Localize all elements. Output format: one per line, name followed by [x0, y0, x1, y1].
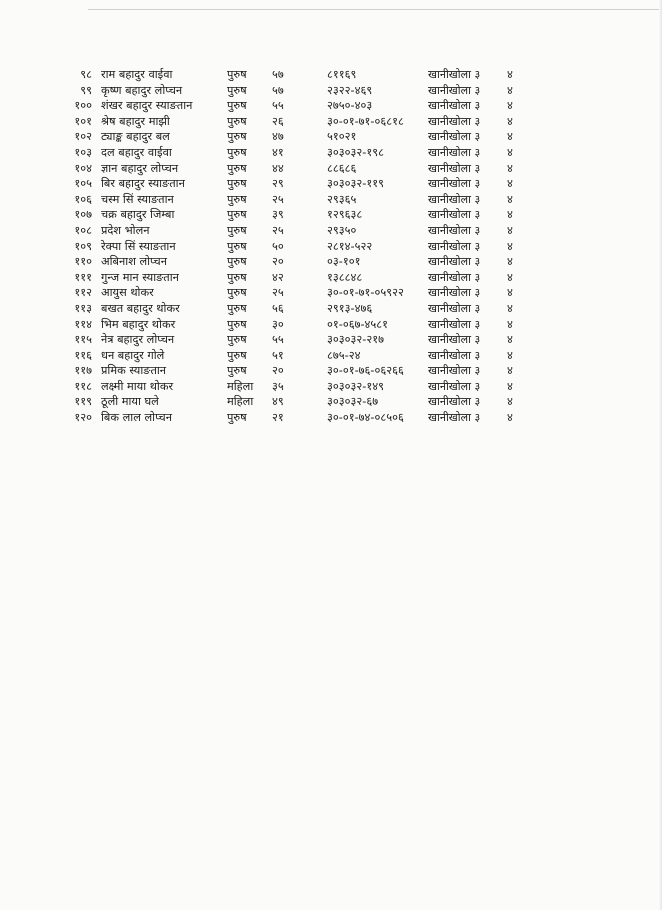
- age-cell: ५५: [272, 99, 284, 113]
- gender-cell: पुरुष: [227, 161, 247, 175]
- address-cell: खानीखोला ३: [428, 364, 481, 378]
- age-cell: ५७: [272, 83, 284, 97]
- serial-number-cell: १०८: [74, 223, 92, 237]
- person-name-cell: रेक्पा सिं स्याङतान: [101, 239, 176, 253]
- age-cell: ५०: [272, 239, 284, 253]
- gender-cell: पुरुष: [227, 145, 247, 159]
- ward-number-cell: ४: [507, 161, 513, 175]
- address-cell: खानीखोला ३: [428, 270, 481, 284]
- age-cell: ३९: [272, 208, 284, 222]
- citizenship-number-cell: ८११६९: [327, 68, 357, 81]
- citizenship-number-cell: ३०-०१-७६-०६२६६: [327, 364, 404, 378]
- age-cell: ४१: [272, 145, 284, 159]
- serial-number-cell: ११५: [74, 333, 92, 347]
- age-cell: ३०: [272, 317, 284, 331]
- serial-number-cell: १२०: [74, 411, 92, 425]
- citizenship-number-cell: ८८६८६: [327, 161, 357, 175]
- serial-number-cell: १०४: [74, 161, 92, 175]
- age-cell: २५: [272, 192, 284, 206]
- serial-number-cell: ९९: [80, 83, 92, 97]
- serial-number-cell: ११६: [74, 348, 92, 362]
- age-cell: २५: [272, 286, 284, 300]
- serial-number-cell: १०२: [74, 130, 92, 144]
- ward-number-cell: ४: [507, 364, 513, 378]
- person-name-cell: लक्ष्मी माया थोकर: [101, 379, 174, 393]
- age-cell: २५: [272, 223, 284, 237]
- age-cell: ३५: [272, 379, 284, 393]
- table-row: [0, 176, 662, 192]
- gender-cell: महिला: [227, 395, 254, 409]
- table-row: [0, 207, 662, 223]
- ward-number-cell: ४: [507, 145, 513, 159]
- table-row: [0, 129, 662, 145]
- gender-cell: पुरुष: [227, 130, 247, 144]
- gender-cell: पुरुष: [227, 333, 247, 347]
- age-cell: २०: [272, 364, 284, 378]
- ward-number-cell: ४: [507, 395, 513, 409]
- citizenship-number-cell: १३८८४८: [327, 270, 363, 284]
- serial-number-cell: १०३: [74, 145, 92, 159]
- serial-number-cell: १०५: [74, 177, 92, 191]
- person-name-cell: चस्म सिं स्याङतान: [101, 192, 174, 206]
- gender-cell: महिला: [227, 379, 254, 393]
- ward-number-cell: ४: [507, 239, 513, 253]
- citizenship-number-cell: २९३६५: [327, 192, 357, 206]
- gender-cell: पुरुष: [227, 364, 247, 378]
- ward-number-cell: ४: [507, 114, 513, 128]
- citizenship-number-cell: ३०३०३२-११९: [327, 177, 384, 191]
- address-cell: खानीखोला ३: [428, 68, 481, 81]
- age-cell: ५६: [272, 301, 284, 315]
- gender-cell: पुरुष: [227, 208, 247, 222]
- ward-number-cell: ४: [507, 208, 513, 222]
- gender-cell: पुरुष: [227, 223, 247, 237]
- table-row: [0, 83, 662, 99]
- serial-number-cell: ११२: [74, 286, 92, 300]
- serial-number-cell: ११७: [74, 364, 92, 378]
- citizenship-number-cell: ३०३०३२-२१७: [327, 333, 384, 347]
- table-row: [0, 67, 662, 83]
- address-cell: खानीखोला ३: [428, 99, 481, 113]
- table-row: [0, 348, 662, 364]
- person-name-cell: गुन्ज मान स्याङतान: [101, 270, 179, 284]
- table-row: [0, 394, 662, 410]
- address-cell: खानीखोला ३: [428, 301, 481, 315]
- ward-number-cell: ४: [507, 255, 513, 269]
- citizenship-number-cell: ०१-०६७-४५८१: [327, 317, 389, 331]
- address-cell: खानीखोला ३: [428, 379, 481, 393]
- table-row: [0, 285, 662, 301]
- ward-number-cell: ४: [507, 286, 513, 300]
- citizenship-number-cell: २८१४-५२२: [327, 239, 373, 253]
- citizenship-number-cell: २३२२-४६९: [327, 83, 373, 97]
- ward-number-cell: ४: [507, 83, 513, 97]
- address-cell: खानीखोला ३: [428, 145, 481, 159]
- citizenship-number-cell: ३०-०१-७१-०५९२२: [327, 286, 404, 300]
- ward-number-cell: ४: [507, 333, 513, 347]
- ward-number-cell: ४: [507, 379, 513, 393]
- gender-cell: पुरुष: [227, 99, 247, 113]
- address-cell: खानीखोला ३: [428, 333, 481, 347]
- gender-cell: पुरुष: [227, 68, 247, 81]
- ward-number-cell: ४: [507, 192, 513, 206]
- age-cell: २६: [272, 114, 284, 128]
- gender-cell: पुरुष: [227, 270, 247, 284]
- citizenship-number-cell: २७५०-४०३: [327, 99, 373, 113]
- serial-number-cell: १०७: [74, 208, 92, 222]
- person-name-cell: बिर बहादुर स्याङतान: [101, 177, 185, 191]
- address-cell: खानीखोला ३: [428, 395, 481, 409]
- address-cell: खानीखोला ३: [428, 161, 481, 175]
- serial-number-cell: ११४: [74, 317, 92, 331]
- age-cell: २१: [272, 411, 284, 425]
- citizenship-number-cell: २९१३-४७६: [327, 301, 373, 315]
- table-row: [0, 145, 662, 161]
- ward-number-cell: ४: [507, 99, 513, 113]
- gender-cell: पुरुष: [227, 192, 247, 206]
- serial-number-cell: १११: [74, 270, 92, 284]
- table-row: [0, 192, 662, 208]
- age-cell: ४२: [272, 270, 284, 284]
- page-top-edge: [88, 9, 662, 10]
- serial-number-cell: १०१: [74, 114, 92, 128]
- address-cell: खानीखोला ३: [428, 223, 481, 237]
- table-row: [0, 363, 662, 379]
- citizenship-number-cell: १२९६३८: [327, 208, 363, 222]
- ward-number-cell: ४: [507, 68, 513, 81]
- address-cell: खानीखोला ३: [428, 255, 481, 269]
- serial-number-cell: ११३: [74, 301, 92, 315]
- person-name-cell: प्रदेश भोलन: [101, 223, 150, 237]
- ward-number-cell: ४: [507, 301, 513, 315]
- serial-number-cell: ११०: [74, 255, 92, 269]
- table-row: [0, 161, 662, 177]
- ward-number-cell: ४: [507, 223, 513, 237]
- age-cell: २०: [272, 255, 284, 269]
- address-cell: खानीखोला ३: [428, 208, 481, 222]
- table-row: [0, 223, 662, 239]
- person-name-cell: कृष्ण बहादुर लोप्चन: [101, 83, 183, 97]
- serial-number-cell: ११९: [74, 395, 92, 409]
- citizenship-number-cell: २९३५०: [327, 223, 357, 237]
- person-name-cell: बिक लाल लोप्चन: [101, 411, 172, 425]
- gender-cell: पुरुष: [227, 177, 247, 191]
- person-name-cell: चक्र बहादुर जिम्बा: [101, 208, 175, 222]
- citizenship-number-cell: ८७५-२४: [327, 348, 361, 362]
- address-cell: खानीखोला ३: [428, 114, 481, 128]
- address-cell: खानीखोला ३: [428, 348, 481, 362]
- citizenship-number-cell: ३०३०३२-६७: [327, 395, 379, 409]
- age-cell: ५७: [272, 68, 284, 81]
- address-cell: खानीखोला ३: [428, 83, 481, 97]
- address-cell: खानीखोला ३: [428, 130, 481, 144]
- person-name-cell: ट्याङ्क बहादुर बल: [101, 130, 170, 144]
- table-row: [0, 254, 662, 270]
- serial-number-cell: १०६: [74, 192, 92, 206]
- age-cell: ५५: [272, 333, 284, 347]
- table-row: [0, 239, 662, 255]
- ward-number-cell: ४: [507, 411, 513, 425]
- record-list: [0, 67, 662, 426]
- table-row: [0, 114, 662, 130]
- address-cell: खानीखोला ३: [428, 192, 481, 206]
- serial-number-cell: १०९: [74, 239, 92, 253]
- person-name-cell: श्रेष बहादुर माझी: [101, 114, 170, 128]
- person-name-cell: आयुस थोकर: [101, 286, 154, 300]
- ward-number-cell: ४: [507, 317, 513, 331]
- age-cell: ४९: [272, 395, 284, 409]
- age-cell: ५१: [272, 348, 284, 362]
- address-cell: खानीखोला ३: [428, 411, 481, 425]
- address-cell: खानीखोला ३: [428, 177, 481, 191]
- gender-cell: पुरुष: [227, 317, 247, 331]
- citizenship-number-cell: ३०३०३२-१४९: [327, 379, 384, 393]
- person-name-cell: प्रमिक स्याङतान: [101, 364, 167, 378]
- table-row: [0, 98, 662, 114]
- table-row: [0, 301, 662, 317]
- serial-number-cell: १००: [74, 99, 92, 113]
- gender-cell: पुरुष: [227, 301, 247, 315]
- person-name-cell: शंखर बहादुर स्याङतान: [101, 99, 193, 113]
- age-cell: ४४: [272, 161, 284, 175]
- table-row: [0, 317, 662, 333]
- serial-number-cell: ११८: [74, 379, 92, 393]
- gender-cell: पुरुष: [227, 286, 247, 300]
- citizenship-number-cell: ३०-०१-७१-०६८१८: [327, 114, 404, 128]
- citizenship-number-cell: ३०-०१-७४-०८५०६: [327, 411, 404, 425]
- table-row: [0, 379, 662, 395]
- address-cell: खानीखोला ३: [428, 286, 481, 300]
- person-name-cell: नेत्र बहादुर लोप्चन: [101, 333, 175, 347]
- table-row: [0, 270, 662, 286]
- table-row: [0, 410, 662, 426]
- person-name-cell: धन बहादुर गोले: [101, 348, 165, 362]
- ward-number-cell: ४: [507, 130, 513, 144]
- person-name-cell: भिम बहादुर थोकर: [101, 317, 176, 331]
- citizenship-number-cell: ०३-१०१: [327, 255, 361, 269]
- gender-cell: पुरुष: [227, 83, 247, 97]
- age-cell: २९: [272, 177, 284, 191]
- ward-number-cell: ४: [507, 270, 513, 284]
- ward-number-cell: ४: [507, 177, 513, 191]
- person-name-cell: ठूली माया घले: [101, 395, 159, 409]
- person-name-cell: अबिनाश लोप्चन: [101, 255, 167, 269]
- citizenship-number-cell: ५१०२१: [327, 130, 357, 144]
- gender-cell: पुरुष: [227, 114, 247, 128]
- person-name-cell: राम बहादुर वाईवा: [101, 68, 173, 81]
- age-cell: ४७: [272, 130, 284, 144]
- gender-cell: पुरुष: [227, 255, 247, 269]
- citizenship-number-cell: ३०३०३२-१९८: [327, 145, 384, 159]
- gender-cell: पुरुष: [227, 411, 247, 425]
- person-name-cell: बखत बहादुर थोकर: [101, 301, 180, 315]
- address-cell: खानीखोला ३: [428, 317, 481, 331]
- person-name-cell: दल बहादुर वाईवा: [101, 145, 172, 159]
- address-cell: खानीखोला ३: [428, 239, 481, 253]
- ward-number-cell: ४: [507, 348, 513, 362]
- table-row: [0, 332, 662, 348]
- gender-cell: पुरुष: [227, 239, 247, 253]
- serial-number-cell: ९८: [80, 68, 92, 81]
- gender-cell: पुरुष: [227, 348, 247, 362]
- person-name-cell: ज्ञान बहादुर लोप्चन: [101, 161, 179, 175]
